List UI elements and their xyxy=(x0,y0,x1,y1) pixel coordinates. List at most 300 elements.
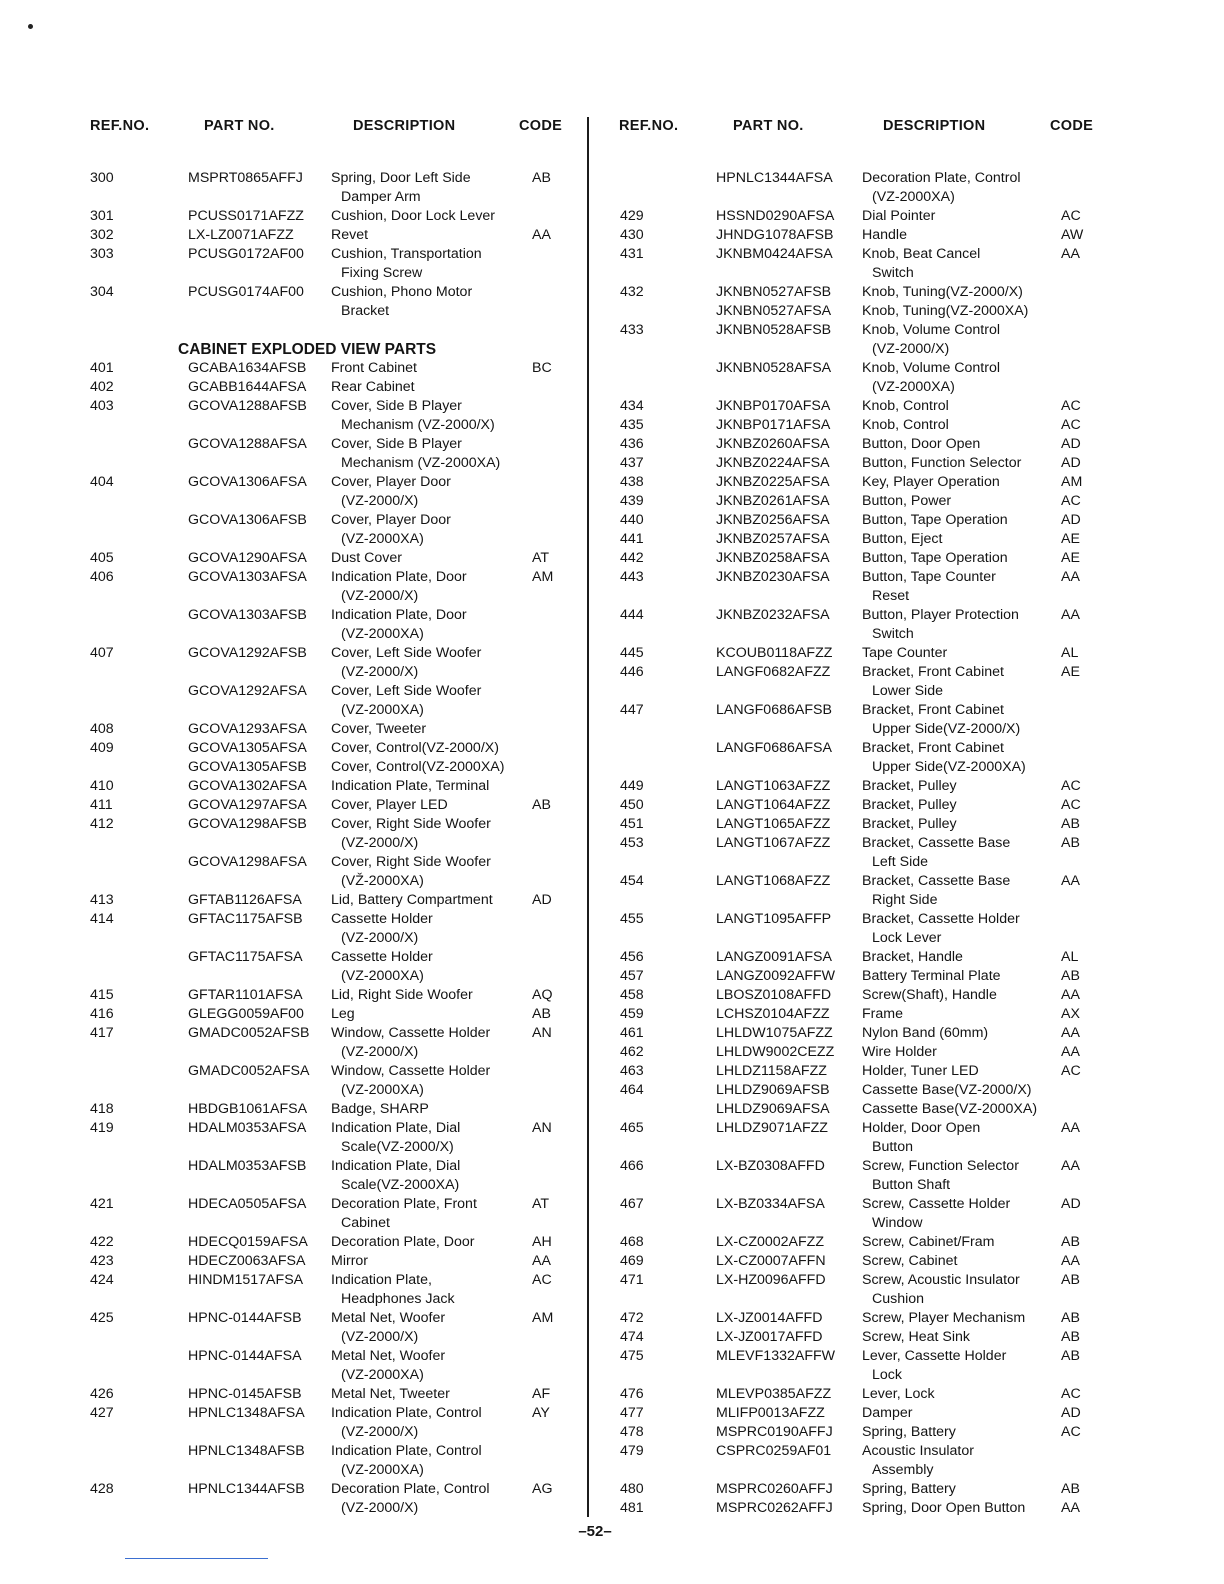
table-row xyxy=(590,264,1190,283)
description-cell: Acoustic Insulator xyxy=(862,1443,974,1459)
table-row xyxy=(0,986,586,1005)
header-description: DESCRIPTION xyxy=(883,118,986,134)
description-cell: (VZ-2000XA) xyxy=(341,626,424,642)
part-no-cell: JKNBZ0224AFSA xyxy=(716,455,830,471)
ref-no-cell: 427 xyxy=(90,1405,114,1421)
table-row xyxy=(0,511,586,530)
code-cell: AB xyxy=(1061,1310,1080,1326)
part-no-cell: JKNBN0528AFSA xyxy=(716,360,832,376)
ref-no-cell: 304 xyxy=(90,284,114,300)
part-no-cell: HPNC-0144AFSB xyxy=(188,1310,302,1326)
part-no-cell: GMADC0052AFSA xyxy=(188,1063,310,1079)
description-cell: (VZ-2000/X) xyxy=(341,835,419,851)
part-no-cell: HDALM0353AFSA xyxy=(188,1120,307,1136)
table-row xyxy=(0,1404,586,1423)
description-cell: Button Shaft xyxy=(872,1177,951,1193)
ref-no-cell: 449 xyxy=(620,778,644,794)
description-cell: Bracket, Handle xyxy=(862,949,963,965)
description-cell: Button, Tape Operation xyxy=(862,550,1008,566)
description-cell: Switch xyxy=(872,626,914,642)
part-no-cell: LANGZ0091AFSA xyxy=(716,949,832,965)
part-no-cell: GCOVA1303AFSB xyxy=(188,607,307,623)
table-row xyxy=(0,359,586,378)
ref-no-cell: 411 xyxy=(90,797,113,813)
description-cell: Bracket, Front Cabinet xyxy=(862,664,1004,680)
table-row xyxy=(0,929,586,948)
part-no-cell: MLEVP0385AFZZ xyxy=(716,1386,832,1402)
description-cell: Mechanism (VZ-2000XA) xyxy=(341,455,501,471)
description-cell: Upper Side(VZ-2000/X) xyxy=(872,721,1021,737)
table-row xyxy=(0,321,586,340)
table-row xyxy=(0,815,586,834)
description-cell: Bracket, Front Cabinet xyxy=(862,702,1004,718)
table-row xyxy=(590,207,1190,226)
table-row xyxy=(0,1271,586,1290)
part-no-cell: LANGZ0092AFFW xyxy=(716,968,836,984)
description-cell: Assembly xyxy=(872,1462,934,1478)
description-cell: Screw, Cabinet/Fram xyxy=(862,1234,995,1250)
table-row xyxy=(590,1366,1190,1385)
table-row xyxy=(0,758,586,777)
ref-no-cell: 477 xyxy=(620,1405,644,1421)
table-row xyxy=(0,777,586,796)
table-row xyxy=(0,910,586,929)
part-no-cell: HDECZ0063AFSA xyxy=(188,1253,306,1269)
code-cell: AB xyxy=(532,1006,551,1022)
ref-no-cell: 471 xyxy=(620,1272,644,1288)
table-row xyxy=(590,929,1190,948)
code-cell: AE xyxy=(1061,531,1080,547)
ref-no-cell: 438 xyxy=(620,474,644,490)
table-row xyxy=(0,283,586,302)
table-row xyxy=(590,530,1190,549)
description-cell: Switch xyxy=(872,265,914,281)
table-row xyxy=(0,663,586,682)
table-row xyxy=(590,1480,1190,1499)
table-row xyxy=(0,739,586,758)
part-no-cell: HSSND0290AFSA xyxy=(716,208,835,224)
page-number: –52– xyxy=(578,1523,612,1540)
table-row xyxy=(0,853,586,872)
description-cell: Button, Function Selector xyxy=(862,455,1022,471)
ref-no-cell: 436 xyxy=(620,436,644,452)
description-cell: (VZ-2000/X) xyxy=(341,664,419,680)
description-cell: Bracket, Front Cabinet xyxy=(862,740,1004,756)
ref-no-cell: 465 xyxy=(620,1120,644,1136)
description-cell: Front Cabinet xyxy=(331,360,417,376)
code-cell: AA xyxy=(1061,873,1080,889)
code-cell: AC xyxy=(1061,1386,1081,1402)
ref-no-cell: 423 xyxy=(90,1253,114,1269)
code-cell: AM xyxy=(1061,474,1083,490)
ref-no-cell: 431 xyxy=(620,246,644,262)
description-cell: Indication Plate, xyxy=(331,1272,432,1288)
description-cell: Dial Pointer xyxy=(862,208,936,224)
description-cell: Cover, Player LED xyxy=(331,797,448,813)
table-row xyxy=(590,910,1190,929)
part-no-cell: LANGT1068AFZZ xyxy=(716,873,831,889)
ref-no-cell: 408 xyxy=(90,721,114,737)
description-cell: Decoration Plate, Door xyxy=(331,1234,475,1250)
table-row xyxy=(590,1062,1190,1081)
part-no-cell: JKNBZ0256AFSA xyxy=(716,512,830,528)
description-cell: Frame xyxy=(862,1006,903,1022)
ref-no-cell: 404 xyxy=(90,474,114,490)
description-cell: Holder, Door Open xyxy=(862,1120,981,1136)
description-cell: Spring, Door Open Button xyxy=(862,1500,1026,1516)
description-cell: Button, Player Protection xyxy=(862,607,1019,623)
table-row xyxy=(0,188,586,207)
description-cell: Cover, Side B Player xyxy=(331,436,462,452)
description-cell: Window, Cassette Holder xyxy=(331,1063,491,1079)
description-cell: Dust Cover xyxy=(331,550,402,566)
code-cell: AB xyxy=(1061,1234,1080,1250)
table-row xyxy=(0,1252,586,1271)
table-row xyxy=(590,378,1190,397)
ref-no-cell: 432 xyxy=(620,284,644,300)
ref-no-cell: 407 xyxy=(90,645,114,661)
ref-no-cell: 461 xyxy=(620,1025,644,1041)
code-cell: AA xyxy=(1061,1500,1080,1516)
description-cell: Button, Power xyxy=(862,493,952,509)
table-row xyxy=(0,1480,586,1499)
description-cell: Mirror xyxy=(331,1253,369,1269)
part-no-cell: JKNBN0527AFSB xyxy=(716,284,832,300)
description-cell: (VZ-2000/X) xyxy=(341,1329,419,1345)
table-row xyxy=(0,644,586,663)
description-cell: (VZ-2000/X) xyxy=(341,1500,419,1516)
table-row xyxy=(0,530,586,549)
code-cell: AM xyxy=(532,569,554,585)
description-cell: (VŽ-2000XA) xyxy=(341,873,424,889)
table-row xyxy=(590,1252,1190,1271)
ref-no-cell: 451 xyxy=(620,816,644,832)
description-cell: (VZ-2000XA) xyxy=(341,1367,424,1383)
code-cell: AC xyxy=(1061,398,1081,414)
ref-no-cell: 455 xyxy=(620,911,644,927)
description-cell: Cover, Player Door xyxy=(331,512,451,528)
table-row xyxy=(0,891,586,910)
table-row xyxy=(590,834,1190,853)
table-row xyxy=(0,1290,586,1309)
code-cell: AB xyxy=(1061,1272,1080,1288)
description-cell: Knob, Tuning(VZ-2000XA) xyxy=(862,303,1029,319)
description-cell: Holder, Tuner LED xyxy=(862,1063,979,1079)
part-no-cell: PCUSG0174AF00 xyxy=(188,284,304,300)
description-cell: Screw(Shaft), Handle xyxy=(862,987,997,1003)
part-no-cell: GCOVA1302AFSA xyxy=(188,778,307,794)
description-cell: Cushion, Door Lock Lever xyxy=(331,208,496,224)
ref-no-cell: 462 xyxy=(620,1044,644,1060)
description-cell: Bracket, Pulley xyxy=(862,778,957,794)
part-no-cell: LANGF0686AFSA xyxy=(716,740,832,756)
description-cell: Fixing Screw xyxy=(341,265,423,281)
part-no-cell: JKNBP0171AFSA xyxy=(716,417,831,433)
description-cell: Button, Eject xyxy=(862,531,943,547)
code-cell: AN xyxy=(532,1120,552,1136)
code-cell: AB xyxy=(1061,835,1080,851)
code-cell: AD xyxy=(1061,436,1081,452)
table-row xyxy=(590,644,1190,663)
description-cell: Indication Plate, Door xyxy=(331,607,467,623)
part-no-cell: GCOVA1290AFSA xyxy=(188,550,307,566)
ref-no-cell: 434 xyxy=(620,398,644,414)
description-cell: Indication Plate, Dial xyxy=(331,1158,461,1174)
table-row xyxy=(0,397,586,416)
ref-no-cell: 300 xyxy=(90,170,114,186)
table-row xyxy=(590,1043,1190,1062)
table-row xyxy=(590,1423,1190,1442)
description-cell: Leg xyxy=(331,1006,355,1022)
part-no-cell: GFTAB1126AFSA xyxy=(188,892,302,908)
table-row xyxy=(0,1385,586,1404)
ref-no-cell: 303 xyxy=(90,246,114,262)
ref-no-cell: 429 xyxy=(620,208,644,224)
table-row xyxy=(0,967,586,986)
table-row xyxy=(0,1366,586,1385)
description-cell: (VZ-2000XA) xyxy=(341,1462,424,1478)
part-no-cell: LANGT1067AFZZ xyxy=(716,835,831,851)
code-cell: AD xyxy=(1061,1405,1081,1421)
table-row xyxy=(0,1328,586,1347)
description-cell: Screw, Heat Sink xyxy=(862,1329,971,1345)
part-no-cell: GCOVA1297AFSA xyxy=(188,797,307,813)
part-no-cell: LHLDZ9069AFSB xyxy=(716,1082,830,1098)
table-row xyxy=(590,1195,1190,1214)
part-no-cell: LHLDZ9069AFSA xyxy=(716,1101,830,1117)
description-cell: Screw, Function Selector xyxy=(862,1158,1019,1174)
description-cell: (VZ-2000XA) xyxy=(872,189,955,205)
description-cell: (VZ-2000XA) xyxy=(872,379,955,395)
description-cell: Screw, Cabinet xyxy=(862,1253,958,1269)
part-no-cell: HDECQ0159AFSA xyxy=(188,1234,308,1250)
table-row xyxy=(0,492,586,511)
code-cell: AA xyxy=(1061,1044,1080,1060)
description-cell: Bracket, Cassette Base xyxy=(862,873,1011,889)
table-row xyxy=(0,1499,586,1518)
table-row xyxy=(590,815,1190,834)
description-cell: Decoration Plate, Control xyxy=(331,1481,490,1497)
left-parts-list xyxy=(0,169,586,1518)
table-row xyxy=(590,568,1190,587)
scan-edge-line xyxy=(125,1558,268,1559)
ref-no-cell: 445 xyxy=(620,645,644,661)
table-row xyxy=(0,872,586,891)
table-row xyxy=(590,872,1190,891)
description-cell: Metal Net, Tweeter xyxy=(331,1386,450,1402)
description-cell: Bracket, Pulley xyxy=(862,816,957,832)
code-cell: AC xyxy=(1061,417,1081,433)
code-cell: AD xyxy=(1061,512,1081,528)
table-row xyxy=(590,1157,1190,1176)
description-cell: Spring, Battery xyxy=(862,1424,956,1440)
table-row xyxy=(0,473,586,492)
part-no-cell: LHLDZ1158AFZZ xyxy=(716,1063,827,1079)
header-ref-no: REF.NO. xyxy=(619,118,679,134)
description-cell: Lid, Battery Compartment xyxy=(331,892,493,908)
table-row xyxy=(590,188,1190,207)
part-no-cell: LANGT1064AFZZ xyxy=(716,797,831,813)
ref-no-cell: 480 xyxy=(620,1481,644,1497)
table-row xyxy=(590,473,1190,492)
code-cell: AC xyxy=(1061,797,1081,813)
description-cell: Button xyxy=(872,1139,914,1155)
ref-no-cell: 447 xyxy=(620,702,644,718)
code-cell: AE xyxy=(1061,550,1080,566)
part-no-cell: MSPRC0190AFFJ xyxy=(716,1424,833,1440)
table-row xyxy=(0,435,586,454)
ref-no-cell: 424 xyxy=(90,1272,114,1288)
ref-no-cell: 453 xyxy=(620,835,644,851)
table-row xyxy=(0,834,586,853)
code-cell: AL xyxy=(1061,645,1079,661)
ref-no-cell: 458 xyxy=(620,987,644,1003)
table-row xyxy=(0,948,586,967)
part-no-cell: PCUSS0171AFZZ xyxy=(188,208,304,224)
table-row xyxy=(0,549,586,568)
description-cell: Reset xyxy=(872,588,910,604)
part-no-cell: LANGT1063AFZZ xyxy=(716,778,831,794)
table-row xyxy=(590,435,1190,454)
ref-no-cell: 425 xyxy=(90,1310,114,1326)
code-cell: AB xyxy=(532,170,551,186)
part-no-cell: GCABB1644AFSA xyxy=(188,379,307,395)
description-cell: Cassette Base(VZ-2000XA) xyxy=(862,1101,1038,1117)
part-no-cell: LANGF0686AFSB xyxy=(716,702,832,718)
part-no-cell: JKNBZ0261AFSA xyxy=(716,493,830,509)
table-row xyxy=(590,302,1190,321)
table-row xyxy=(590,1024,1190,1043)
description-cell: (VZ-2000/X) xyxy=(341,493,419,509)
description-cell: Upper Side(VZ-2000XA) xyxy=(872,759,1026,775)
part-no-cell: GCOVA1305AFSB xyxy=(188,759,307,775)
code-cell: AB xyxy=(1061,968,1080,984)
ref-no-cell: 437 xyxy=(620,455,644,471)
description-cell: Cover, Control(VZ-2000XA) xyxy=(331,759,505,775)
description-cell: Wire Holder xyxy=(862,1044,937,1060)
description-cell: Metal Net, Woofer xyxy=(331,1310,446,1326)
part-no-cell: GCOVA1288AFSA xyxy=(188,436,307,452)
table-row xyxy=(0,796,586,815)
table-row xyxy=(590,283,1190,302)
ref-no-cell: 443 xyxy=(620,569,644,585)
header-description: DESCRIPTION xyxy=(353,118,456,134)
ref-no-cell: 422 xyxy=(90,1234,114,1250)
description-cell: Cover, Control(VZ-2000/X) xyxy=(331,740,499,756)
table-row xyxy=(590,777,1190,796)
description-cell: Tape Counter xyxy=(862,645,948,661)
code-cell: AC xyxy=(1061,208,1081,224)
part-no-cell: GFTAC1175AFSA xyxy=(188,949,303,965)
description-cell: Badge, SHARP xyxy=(331,1101,429,1117)
code-cell: AA xyxy=(1061,246,1080,262)
table-row xyxy=(0,568,586,587)
code-cell: AG xyxy=(532,1481,553,1497)
description-cell: Spring, Battery xyxy=(862,1481,956,1497)
code-cell: AY xyxy=(532,1405,550,1421)
description-cell: Bracket xyxy=(341,303,390,319)
table-row xyxy=(0,264,586,283)
part-no-cell: HPNLC1348AFSA xyxy=(188,1405,305,1421)
table-row xyxy=(590,1005,1190,1024)
part-no-cell: GCOVA1298AFSB xyxy=(188,816,307,832)
description-cell: Rear Cabinet xyxy=(331,379,415,395)
table-row xyxy=(0,1043,586,1062)
ref-no-cell: 472 xyxy=(620,1310,644,1326)
table-row xyxy=(590,853,1190,872)
part-no-cell: LX-HZ0096AFFD xyxy=(716,1272,826,1288)
table-row xyxy=(590,967,1190,986)
table-row xyxy=(590,986,1190,1005)
description-cell: (VZ-2000XA) xyxy=(341,531,424,547)
ref-no-cell: 479 xyxy=(620,1443,644,1459)
ref-no-cell: 406 xyxy=(90,569,114,585)
code-cell: AC xyxy=(532,1272,552,1288)
description-cell: Lock xyxy=(872,1367,902,1383)
description-cell: Lower Side xyxy=(872,683,943,699)
description-cell: Decoration Plate, Control xyxy=(862,170,1021,186)
table-row xyxy=(0,1233,586,1252)
table-row xyxy=(0,1062,586,1081)
table-row xyxy=(590,1119,1190,1138)
part-no-cell: JKNBZ0257AFSA xyxy=(716,531,830,547)
code-cell: AM xyxy=(532,1310,554,1326)
table-row xyxy=(590,1271,1190,1290)
part-no-cell: GCABA1634AFSB xyxy=(188,360,307,376)
table-row xyxy=(590,682,1190,701)
ref-no-cell: 428 xyxy=(90,1481,114,1497)
header-part-no: PART NO. xyxy=(204,118,275,134)
description-cell: Battery Terminal Plate xyxy=(862,968,1001,984)
part-no-cell: LHLDW9002CEZZ xyxy=(716,1044,835,1060)
table-row xyxy=(0,701,586,720)
code-cell: AA xyxy=(532,227,551,243)
part-no-cell: JKNBZ0258AFSA xyxy=(716,550,830,566)
table-row xyxy=(0,1461,586,1480)
table-row xyxy=(590,226,1190,245)
ref-no-cell: 426 xyxy=(90,1386,114,1402)
ref-no-cell: 478 xyxy=(620,1424,644,1440)
table-row xyxy=(590,948,1190,967)
code-cell: AW xyxy=(1061,227,1084,243)
description-cell: Mechanism (VZ-2000/X) xyxy=(341,417,495,433)
table-row xyxy=(590,625,1190,644)
description-cell: Scale(VZ-2000XA) xyxy=(341,1177,460,1193)
part-no-cell: HPNLC1348AFSB xyxy=(188,1443,305,1459)
part-no-cell: CSPRC0259AF01 xyxy=(716,1443,832,1459)
ref-no-cell: 464 xyxy=(620,1082,644,1098)
table-row xyxy=(0,1176,586,1195)
header-ref-no: REF.NO. xyxy=(90,118,150,134)
table-row xyxy=(0,1309,586,1328)
part-no-cell: JKNBZ0230AFSA xyxy=(716,569,830,585)
description-cell: Cover, Player Door xyxy=(331,474,451,490)
ref-no-cell: 468 xyxy=(620,1234,644,1250)
part-no-cell: HPNC-0145AFSB xyxy=(188,1386,302,1402)
description-cell: Lid, Right Side Woofer xyxy=(331,987,473,1003)
table-row xyxy=(0,454,586,473)
code-cell: AE xyxy=(1061,664,1080,680)
ref-no-cell: 459 xyxy=(620,1006,644,1022)
table-row xyxy=(0,1005,586,1024)
ref-no-cell: 417 xyxy=(90,1025,114,1041)
table-row xyxy=(590,1138,1190,1157)
ref-no-cell: 456 xyxy=(620,949,644,965)
ref-no-cell: 439 xyxy=(620,493,644,509)
table-row xyxy=(590,587,1190,606)
code-cell: AA xyxy=(532,1253,551,1269)
ref-no-cell: 302 xyxy=(90,227,114,243)
